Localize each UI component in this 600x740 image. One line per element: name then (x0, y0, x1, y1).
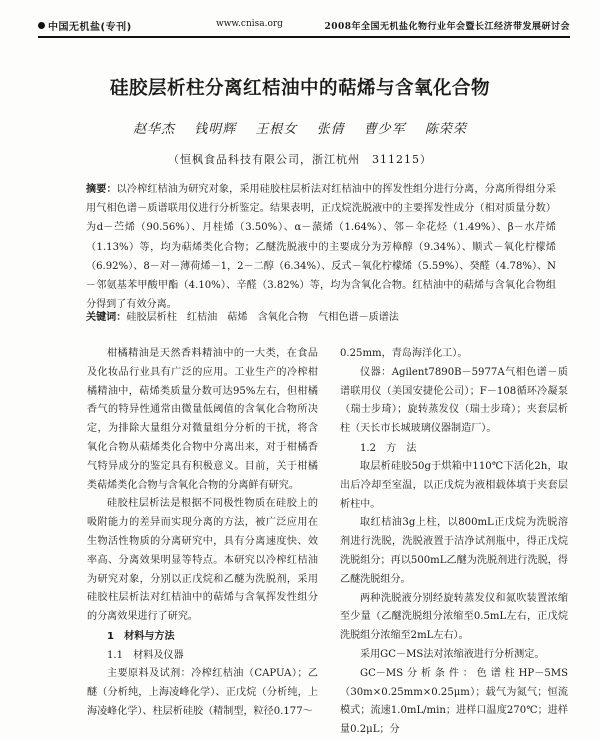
journal-logo (38, 18, 132, 33)
right-column (340, 345, 568, 740)
left-column (87, 345, 318, 721)
author: 张倩 (316, 122, 345, 137)
keywords (86, 309, 556, 326)
author: 陈荣荣 (424, 122, 467, 137)
running-header (38, 16, 570, 36)
instruments-paragraph: 仪器：Agilent7890B－5977A气相色谱－质谱联用仪（美国安捷伦公司）；F－108循环冷凝泵（瑞士步琦）；旋转蒸发仪（瑞士步琦）；夹套层析柱（天长市长城玻璃仪器制造厂）。 (340, 366, 568, 435)
paper-title: 硅胶层析柱分离红桔油中的萜烯与含氧化合物 (109, 78, 490, 99)
header-rule (38, 36, 570, 38)
author: 钱明辉 (194, 122, 237, 137)
materials-continued: 0.25mm，青岛海洋化工）。 (340, 348, 468, 359)
materials-paragraph: 主要原料及试剂：冷榨红桔油（CAPUA）；乙醚（分析纯，上海凌峰化学）、正戊烷（分析纯，上海凌峰化学）、柱层析硅胶（精制型，粒径0.177～ (87, 667, 318, 717)
keywords-list: 硅胶层析柱 红桔油 萜烯 含氧化合物 气相色谱－质谱法 (126, 312, 399, 323)
methods-paragraph-3: 两种洗脱液分别经旋转蒸发仪和氮吹装置浓缩至少量（乙醚洗脱组分浓缩至0.5mL左右，正戊烷洗脱组分浓缩至2mL左右）。 (340, 592, 568, 642)
intro-paragraph-2: 硅胶柱层析法是根据不同极性物质在硅胶上的吸附能力的差异而实现分离的方法，被广泛应用在生物活性物质的分离研究中，具有分离速度快、效率高、分离效果明显等特点。本研究以冷榨红桔油为研究对象，分别以正戊烷和乙醚为洗脱剂，采用硅胶柱层析法对红桔油中的萜烯与含氧挥发性组分的分离效果进行了研究。 (87, 498, 318, 623)
section-heading-materials-methods: 1 材料与方法 (107, 630, 175, 642)
subsection-heading-methods: 1.2 方 法 (360, 442, 417, 454)
bullet-icon (38, 22, 45, 29)
methods-paragraph-2: 取红桔油3g上柱，以800mL正戊烷为洗脱溶剂进行洗脱，洗脱液置于洁净试剂瓶中，得正戊烷洗脱组分；再以500mL乙醚为洗脱剂进行洗脱，得乙醚洗脱组分。 (340, 517, 568, 585)
methods-paragraph-4: 采用GC－MS法对浓缩液进行分析测定。 (360, 648, 545, 660)
author: 赵华杰 (133, 122, 176, 137)
author-list (0, 118, 600, 137)
keywords-label: 关键词： (86, 312, 127, 323)
abstract (86, 180, 556, 314)
intro-paragraph-1: 柑橘精油是天然香料精油中的一大类，在食品及化妆品行业具有广泛的应用。工业生产的冷榨柑橘精油中，萜烯类质量分数可达95%左右，但柑橘香气的特异性通常由微量低阈值的含氧化合物所决定，为排除大量组分对微量组分分析的干扰，将含氧化合物从萜烯类化合物中分离出来，对于柑橘香气特异成分的鉴定具有积极意义。目前，关于柑橘类萜烯类化合物与含氧化合物的分离鲜有研究。 (87, 348, 318, 491)
journal-name: 中国无机盐(专刊) (48, 22, 132, 33)
conference-name: 2008年全国无机盐化物行业年会暨长江经济带发展研讨会 (324, 22, 570, 32)
author: 曹少军 (363, 122, 406, 137)
gcms-conditions-paragraph: GC－MS分析条件：色谱柱HP－5MS（30m×0.25mm×0.25μm）；载气为氮气；恒流模式；流速1.0mL/min；进样口温度270℃；进样量0.2μL；分 (340, 667, 568, 736)
affiliation: （恒枫食品科技有限公司，浙江杭州 311215） (168, 153, 432, 166)
abstract-label: 摘要： (86, 184, 117, 195)
journal-url: www.cnisa.org (216, 19, 283, 29)
subsection-heading-materials: 1.1 材料及仪器 (107, 649, 184, 661)
methods-paragraph-1: 取层析硅胶50g于烘箱中110℃下活化2h，取出后冷却至室温，以正戊烷为液相载体填于夹套层析柱中。 (340, 460, 568, 510)
author: 王根女 (255, 122, 298, 137)
abstract-text: 以冷榨红桔油为研究对象，采用硅胶柱层析法对红桔油中的挥发性组分进行分离，分离所得组分采用气相色谱－质谱联用仪进行分析鉴定。结果表明，正戊烷洗脱液中的主要挥发性成分（相对质量分数）为d－苎烯（90.56%）、月桂烯（3.50%）、α－蒎烯（1.64%）、邻－伞花烃（1.49%）、β－水芹烯（1.13%）等，均为萜烯类化合物；乙醚洗脱液中的主要成分为芳樟醇（9.34%）、顺式－氧化柠檬烯（6.92%）、8－对－薄荷烯－1，2－二醇（6.34%）、反式－氧化柠檬烯（5.59%）、癸醛（4.78%）、N－邻氨基苯甲酸甲酯（4.10%）、辛醛（3.82%）等，均为含氧化合物。红桔油中的萜烯与含氧化合物组分得到了有效分离。 (86, 184, 557, 311)
